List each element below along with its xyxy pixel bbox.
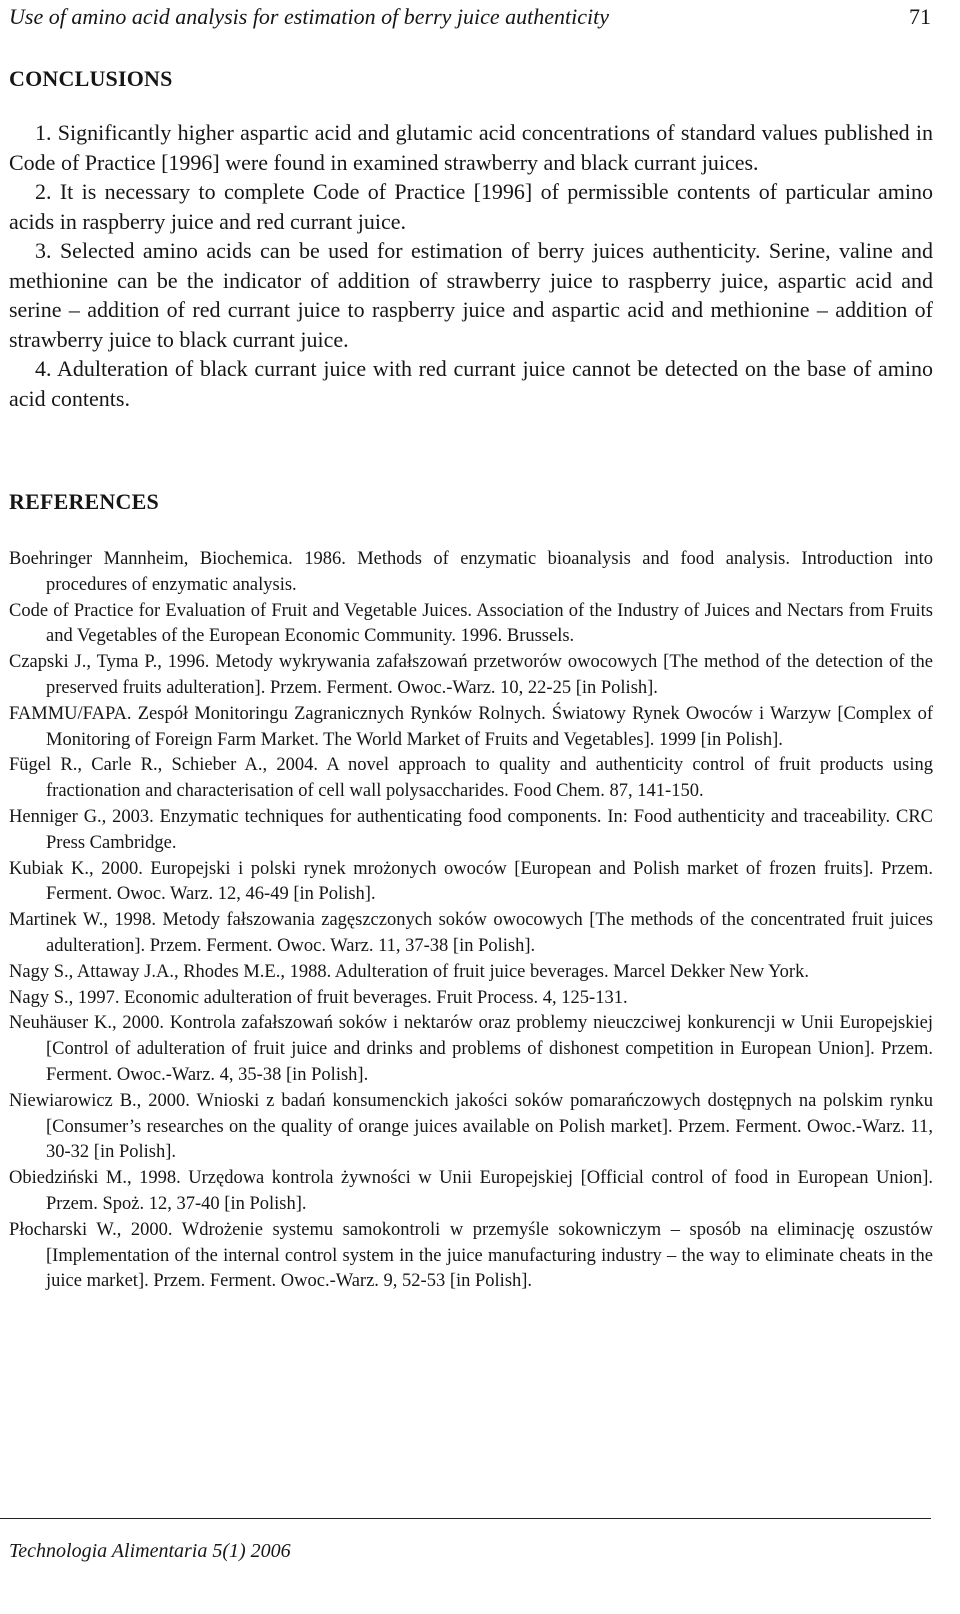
reference-item: Neuhäuser K., 2000. Kontrola zafałszowań soków i nektarów oraz problemy nieuczciwej konkurencji w Unii Europejskiej [Control of adulteration of fruit juice and drinks and problems of dishonest competition in European Union]. Przem. Ferment. Owoc.-Warz. 4, 35-38 [in Polish]. (9, 1013, 933, 1085)
conclusion-item: 2. It is necessary to complete Code of Practice [1996] of permissible contents of particular amino acids in raspberry juice and red currant juice. (9, 179, 933, 234)
conclusion-item: 1. Significantly higher aspartic acid and glutamic acid concentrations of standard values published in Code of Practice [1996] were found in examined strawberry and black currant juices. (9, 120, 933, 175)
references-heading: REFERENCES (9, 489, 159, 514)
conclusion-item: 3. Selected amino acids can be used for estimation of berry juices authenticity. Serine, valine and methionine can be the indicator of addition of strawberry juice to raspberry juice, aspartic acid and serine – addition of red currant juice to raspberry juice and aspartic acid and methionine – addition of strawberry juice to black currant juice. (9, 238, 933, 352)
footer-divider (0, 1518, 931, 1519)
reference-item: Fügel R., Carle R., Schieber A., 2004. A novel approach to quality and authenticity control of fruit products using fractionation and characterisation of cell wall polysaccharides. Food Chem. 87, 141-150. (9, 755, 933, 802)
reference-item: Henniger G., 2003. Enzymatic techniques for authenticating food components. In: Food authenticity and traceability. CRC Press Cambridge. (9, 806, 933, 853)
reference-item: Niewiarowicz B., 2000. Wnioski z badań konsumenckich jakości soków pomarańczowych dostępnych na polskim rynku [Consumer’s researches on the quality of orange juices available on Polish market]. Przem. Ferment. Owoc.-Warz. 11, 30-32 [in Polish]. (9, 1090, 933, 1163)
reference-item: Boehringer Mannheim, Biochemica. 1986. Methods of enzymatic bioanalysis and food analysis. Introduction into procedures of enzymatic analysis. (9, 549, 933, 595)
reference-item: Płocharski W., 2000. Wdrożenie systemu samokontroli w przemyśle sokowniczym – sposób na eliminację oszustów [Implementation of the internal control system in the juice manufacturing industry – the way to eliminate cheats in the juice market]. Przem. Ferment. Owoc.-Warz. 9, 52-53 [in Polish]. (9, 1219, 933, 1292)
reference-item: Nagy S., Attaway J.A., Rhodes M.E., 1988. Adulteration of fruit juice beverages. Marcel Dekker New York. (9, 961, 809, 982)
reference-item: Nagy S., 1997. Economic adulteration of fruit beverages. Fruit Process. 4, 125-131. (9, 987, 628, 1008)
reference-item: Martinek W., 1998. Metody fałszowania zagęszczonych soków owocowych [The methods of the concentrated fruit juices adulteration]. Przem. Ferment. Owoc. Warz. 11, 37-38 [in Polish]. (9, 910, 933, 956)
reference-item: Czapski J., Tyma P., 1996. Metody wykrywania zafałszowań przetworów owocowych [The method of the detection of the preserved fruits adulteration]. Przem. Ferment. Owoc.-Warz. 10, 22-25 [in Polish]. (9, 652, 933, 698)
references-list (9, 547, 933, 1295)
conclusion-item: 4. Adulteration of black currant juice with red currant juice cannot be detected on the base of amino acid contents. (9, 356, 933, 411)
conclusions-list (9, 118, 933, 413)
running-head-title: Use of amino acid analysis for estimation of berry juice authenticity (9, 4, 610, 29)
running-head (9, 0, 933, 38)
reference-item: Kubiak K., 2000. Europejski i polski rynek mrożonych owoców [European and Polish market of frozen fruits]. Przem. Ferment. Owoc. Warz. 12, 46-49 [in Polish]. (9, 858, 933, 905)
page-number: 71 (909, 4, 931, 29)
reference-item: FAMMU/FAPA. Zespół Monitoringu Zagranicznych Rynków Rolnych. Światowy Rynek Owoców i Warzyw [Complex of Monitoring of Foreign Farm Market. The World Market of Fruits and Vegetables]. 1999 [in Polish]. (9, 703, 933, 750)
journal-footer: Technologia Alimentaria 5(1) 2006 (9, 1540, 291, 1562)
reference-item: Obiedziński M., 1998. Urzędowa kontrola żywności w Unii Europejskiej [Official control of food in European Union]. Przem. Spoż. 12, 37-40 [in Polish]. (9, 1168, 933, 1214)
reference-item: Code of Practice for Evaluation of Fruit and Vegetable Juices. Association of the Industry of Juices and Nectars from Fruits and Vegetables of the European Economic Community. 1996. Brussels. (9, 600, 933, 647)
conclusions-heading: CONCLUSIONS (9, 66, 173, 91)
